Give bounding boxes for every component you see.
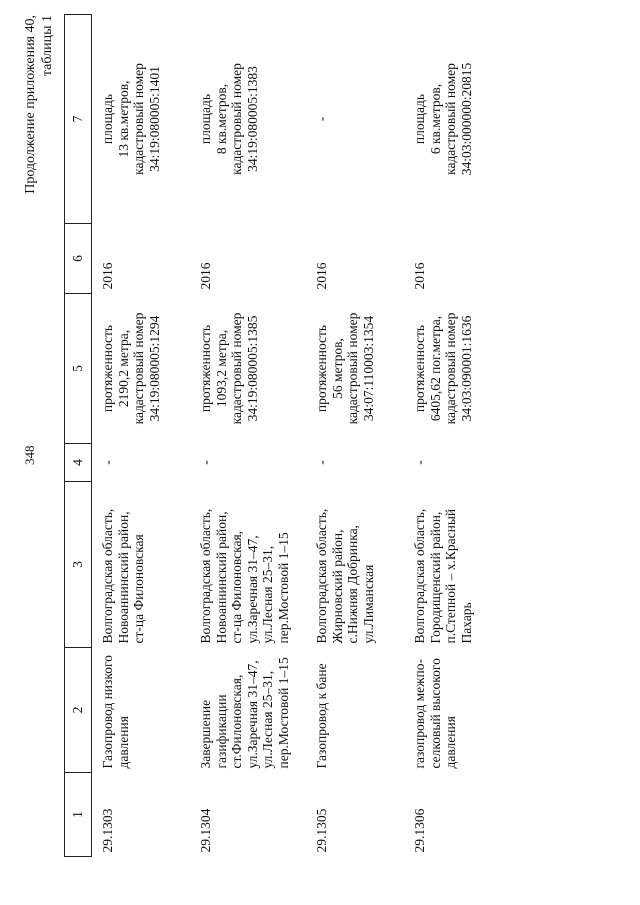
object-parameters-line: протяженность bbox=[314, 324, 329, 413]
object-location-line: Волгоградская область, bbox=[412, 508, 427, 644]
object-parameters-line: кадастровый номер bbox=[345, 312, 360, 425]
object-parameters-line: протяженность bbox=[412, 324, 427, 413]
land-plot-info-line: 34:03:000000:20815 bbox=[458, 62, 474, 176]
object-parameters-line: 2190,2 метра, bbox=[115, 329, 131, 408]
land-plot-info-line: площадь bbox=[198, 93, 213, 145]
object-name-cell bbox=[190, 648, 306, 773]
object-parameters-cell bbox=[92, 294, 191, 444]
column-header: 1 bbox=[65, 773, 92, 857]
object-name-cell bbox=[306, 648, 404, 773]
land-plot-info-line: 6 кв.метров, bbox=[427, 83, 443, 155]
object-location-line: п.Степной – х.Красный bbox=[443, 508, 458, 644]
object-parameters-line: кадастровый номер bbox=[131, 312, 146, 425]
object-parameters-line: 34:19:080005:1385 bbox=[244, 315, 260, 422]
land-plot-info-line: - bbox=[314, 116, 329, 122]
page-number: 348 bbox=[22, 445, 37, 465]
object-parameters-line: 56 метров, bbox=[329, 338, 345, 399]
object-location-cell bbox=[404, 482, 508, 648]
column-header: 7 bbox=[65, 15, 92, 224]
object-year: 2016 bbox=[314, 262, 329, 290]
object-location-line: ул.Лиманская bbox=[360, 564, 376, 644]
object-parameters-cell bbox=[306, 294, 404, 444]
object-year-cell bbox=[404, 224, 508, 294]
object-location-line: пер.Мостовой 1–15 bbox=[275, 532, 291, 644]
object-name-cell bbox=[92, 648, 191, 773]
object-location-line: ст-ца Филоновская, bbox=[229, 530, 244, 644]
object-col4: - bbox=[314, 460, 329, 465]
object-location-line: ул.Заречная 31–47, bbox=[244, 535, 260, 644]
object-parameters-line: протяженность bbox=[100, 324, 115, 413]
column-header: 5 bbox=[65, 294, 92, 444]
column-header: 2 bbox=[65, 648, 92, 773]
object-parameters-line: протяженность bbox=[198, 324, 213, 413]
object-year-cell bbox=[190, 224, 306, 294]
table-body bbox=[92, 15, 509, 857]
object-number: 29.1305 bbox=[314, 808, 329, 853]
land-plot-info-cell bbox=[92, 15, 191, 224]
object-parameters-line: 34:03:090001:1636 bbox=[458, 315, 474, 422]
object-name-line: газопровод межпо- bbox=[412, 659, 427, 769]
object-location-line: Новоаннинский район, bbox=[213, 511, 229, 644]
column-header: 3 bbox=[65, 482, 92, 648]
object-name-line: пер.Мостовой 1–15 bbox=[275, 657, 291, 769]
object-col4: - bbox=[412, 460, 427, 465]
objects-table bbox=[64, 14, 508, 857]
continuation-line-1: Продолжение приложения 40, bbox=[23, 15, 38, 194]
object-parameters-line: 34:07:110003:1354 bbox=[360, 315, 376, 422]
column-header: 6 bbox=[65, 224, 92, 294]
land-plot-info-line: площадь bbox=[100, 93, 115, 145]
object-name-line: ст.Филоновская, bbox=[229, 674, 244, 769]
object-col4-cell bbox=[404, 444, 508, 482]
object-number: 29.1306 bbox=[412, 808, 427, 853]
object-name-line: Газопровод низкого bbox=[100, 655, 115, 769]
object-location-line: Жирновский район, bbox=[329, 529, 345, 644]
land-plot-info-line: кадастровый номер bbox=[443, 63, 458, 175]
object-year: 2016 bbox=[412, 262, 427, 290]
object-location-cell bbox=[92, 482, 191, 648]
land-plot-info-line: 34:19:080005:1401 bbox=[146, 66, 162, 172]
land-plot-info-line: 34:19:080005:1383 bbox=[244, 66, 260, 172]
object-location-line: ст-ца Филоновская bbox=[131, 534, 146, 644]
object-col4-cell bbox=[306, 444, 404, 482]
object-number-cell bbox=[92, 773, 191, 857]
object-location-line: Волгоградская область, bbox=[314, 508, 329, 644]
land-plot-info-cell bbox=[306, 15, 404, 224]
object-location-cell bbox=[306, 482, 404, 648]
land-plot-info-line: 13 кв.метров, bbox=[115, 80, 131, 158]
object-name-line: ул.Заречная 31–47, bbox=[244, 660, 260, 769]
object-location-line: с.Нижняя Добринка, bbox=[345, 525, 360, 644]
object-year-cell bbox=[306, 224, 404, 294]
land-plot-info-line: кадастровый номер bbox=[229, 63, 244, 175]
land-plot-info-cell bbox=[190, 15, 306, 224]
object-parameters-line: кадастровый номер bbox=[443, 312, 458, 425]
object-name-line: газификации bbox=[213, 694, 229, 769]
column-number-row bbox=[65, 15, 92, 857]
land-plot-info-line: площадь bbox=[412, 93, 427, 145]
object-col4-cell bbox=[190, 444, 306, 482]
object-location-cell bbox=[190, 482, 306, 648]
object-name-line: давления bbox=[443, 716, 458, 769]
object-number: 29.1304 bbox=[198, 808, 213, 853]
object-number: 29.1303 bbox=[100, 808, 115, 853]
object-name-line: ул.Лесная 25–31, bbox=[260, 670, 275, 769]
column-header: 4 bbox=[65, 444, 92, 482]
table-row bbox=[190, 15, 306, 857]
object-number-cell bbox=[404, 773, 508, 857]
land-plot-info-cell bbox=[404, 15, 508, 224]
object-parameters-line: кадастровый номер bbox=[229, 312, 244, 425]
table-row bbox=[404, 15, 508, 857]
object-parameters-line: 6405,62 пог.метра, bbox=[427, 315, 443, 422]
object-number-cell bbox=[190, 773, 306, 857]
land-plot-info-line: 8 кв.метров, bbox=[213, 83, 229, 155]
object-name-line: давления bbox=[115, 716, 131, 769]
object-location-line: ул.Лесная 25–31, bbox=[260, 545, 275, 644]
object-location-line: Волгоградская область, bbox=[100, 508, 115, 644]
object-col4-cell bbox=[92, 444, 191, 482]
object-number-cell bbox=[306, 773, 404, 857]
object-col4: - bbox=[100, 460, 115, 465]
object-year: 2016 bbox=[198, 262, 213, 290]
object-parameters-cell bbox=[190, 294, 306, 444]
object-name-line: Завершение bbox=[198, 699, 213, 769]
object-parameters-cell bbox=[404, 294, 508, 444]
table-row bbox=[92, 15, 191, 857]
object-col4: - bbox=[198, 460, 213, 465]
object-location-line: Волгоградская область, bbox=[198, 508, 213, 644]
object-parameters-line: 1093,2 метра, bbox=[213, 329, 229, 408]
continuation-note bbox=[22, 15, 56, 194]
continuation-line-2: таблицы 1 bbox=[40, 15, 55, 77]
object-parameters-line: 34:19:080005:1294 bbox=[146, 315, 162, 422]
object-location-line: Пахарь bbox=[458, 602, 474, 644]
object-year: 2016 bbox=[100, 262, 115, 290]
object-location-line: Новоаннинский район, bbox=[115, 511, 131, 644]
object-year-cell bbox=[92, 224, 191, 294]
object-name-line: Газопровод к бане bbox=[314, 663, 329, 769]
land-plot-info-line: кадастровый номер bbox=[131, 63, 146, 175]
object-location-line: Городищенский район, bbox=[427, 511, 443, 644]
object-name-line: селковый высокого bbox=[427, 658, 443, 769]
object-name-cell bbox=[404, 648, 508, 773]
table-row bbox=[306, 15, 404, 857]
